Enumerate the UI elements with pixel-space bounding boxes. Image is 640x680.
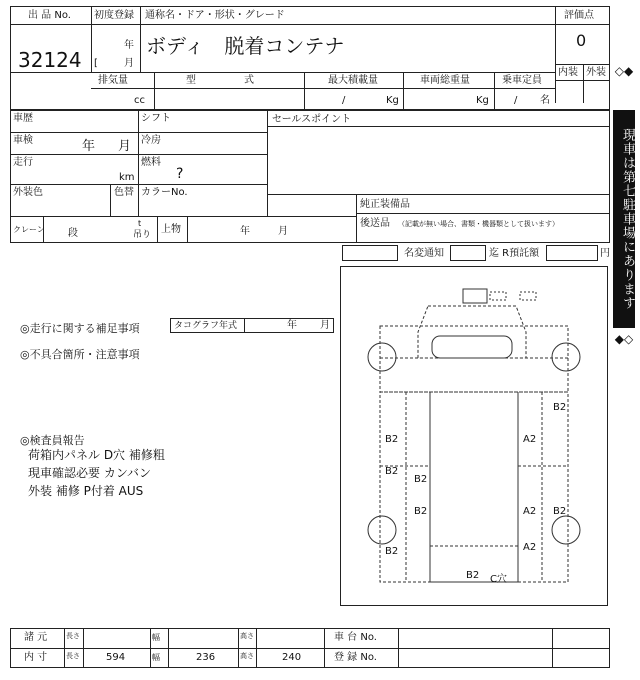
- defects-label: ◎不具合箇所・注意事項: [20, 348, 140, 361]
- damage-mark: A2: [523, 506, 537, 517]
- inspector-report-label: ◎検査員報告: [20, 434, 85, 447]
- damage-mark: C穴: [490, 574, 507, 585]
- interior-label: 内装: [558, 67, 578, 78]
- inner-length-value: 594: [106, 652, 126, 663]
- banner-bottom-marks: ◆◇: [614, 332, 634, 346]
- registration-no-label: 登 録 No.: [334, 652, 377, 663]
- displacement-unit: cc: [134, 95, 145, 106]
- genuine-equipment-label: 純正装備品: [360, 199, 410, 210]
- lot-number: 32124: [18, 48, 82, 72]
- damage-mark: B2: [414, 474, 428, 485]
- capacity-unit: 名: [540, 95, 550, 106]
- yen-unit: 円: [600, 248, 610, 259]
- gross-weight-unit: Kg: [476, 95, 489, 106]
- history-label: 車歴: [13, 113, 33, 124]
- inner-width-value: 236: [196, 652, 216, 663]
- damage-mark: B2: [385, 466, 399, 477]
- damage-mark: B2: [553, 506, 567, 517]
- ext-color-label: 外装色: [13, 187, 43, 198]
- after-delivery-note: （記載が無い場合、書類・機器類として扱います）: [398, 220, 559, 228]
- exterior-label: 外装: [586, 67, 606, 78]
- inspection-year-unit: 年: [82, 139, 96, 154]
- max-load-unit: Kg: [386, 95, 399, 106]
- damage-mark: A2: [523, 542, 537, 553]
- truck-outline-diagram: [340, 266, 608, 606]
- banner-top-marks: ◇◆: [614, 64, 634, 78]
- score-label: 評価点: [564, 10, 594, 21]
- crane-stage: 段: [68, 228, 78, 239]
- tacho-year-unit: 年: [287, 320, 297, 331]
- sales-point-label: セールスポイント: [272, 114, 352, 125]
- crane-label: クレーン: [13, 225, 45, 234]
- inner-height-value: 240: [282, 652, 302, 663]
- model-label-2: 式: [244, 75, 254, 86]
- report-line-2: 現車確認必要 カンバン: [28, 466, 151, 480]
- shift-label: シフト: [141, 113, 171, 124]
- inner-dimension-label: 内 寸: [24, 652, 48, 663]
- name-change-label: 名変通知: [404, 248, 444, 259]
- spec-label: 諸 元: [24, 632, 48, 643]
- deposit-label: 迄 R預託額: [489, 248, 540, 259]
- first-reg-label: 初度登録: [94, 10, 134, 21]
- mileage-label: 走行: [13, 157, 33, 168]
- km-unit: km: [119, 172, 135, 183]
- color-code-label: カラーNo.: [141, 187, 188, 198]
- capacity-label: 乗車定員: [502, 75, 542, 86]
- crane-ton: t: [138, 219, 142, 228]
- damage-mark: B2: [385, 434, 399, 445]
- color-change-label: 色替: [114, 187, 134, 198]
- damage-mark: A2: [523, 434, 537, 445]
- damage-mark: B2: [553, 402, 567, 413]
- score-value: 0: [576, 31, 587, 50]
- lift-month-unit: 月: [278, 226, 288, 237]
- gross-weight-label: 車両総重量: [420, 75, 470, 86]
- lift-year-unit: 年: [240, 226, 250, 237]
- lift-label: 上物: [161, 224, 181, 235]
- model-label: 型: [186, 75, 196, 86]
- report-line-3: 外装 補修 P付着 AUS: [28, 484, 144, 498]
- crane-hang: 吊り: [133, 230, 152, 240]
- inspection-month-unit: 月: [118, 139, 132, 154]
- name-label: 通称名・ドア・形状・グレード: [145, 10, 285, 21]
- lot-label: 出 品 No.: [28, 10, 71, 21]
- after-delivery-label: 後送品: [360, 218, 390, 229]
- year-unit: 年: [124, 40, 134, 51]
- tacho-month-unit: 月: [320, 320, 330, 331]
- chassis-no-label: 車 台 No.: [334, 632, 377, 643]
- fuel-label: 燃料: [141, 157, 161, 168]
- month-unit: 月: [124, 58, 134, 69]
- max-load-label: 最大積載量: [328, 75, 378, 86]
- aircon-label: 冷房: [141, 135, 161, 146]
- damage-mark: B2: [414, 506, 428, 517]
- car-name: ボディ 脱着コンテナ: [146, 34, 345, 58]
- driving-remarks-label: ◎走行に関する補足事項: [20, 322, 140, 335]
- damage-mark: B2: [385, 546, 399, 557]
- report-line-1: 荷箱内パネル D穴 補修粗: [28, 448, 165, 462]
- parking-notice-banner: 現車は第七駐車場にあります: [613, 110, 635, 328]
- tacho-label: タコグラフ年式: [174, 321, 238, 331]
- inspection-label: 車検: [13, 135, 33, 146]
- displacement-label: 排気量: [98, 75, 128, 86]
- damage-mark: B2: [466, 570, 480, 581]
- fuel-value: ?: [176, 166, 184, 182]
